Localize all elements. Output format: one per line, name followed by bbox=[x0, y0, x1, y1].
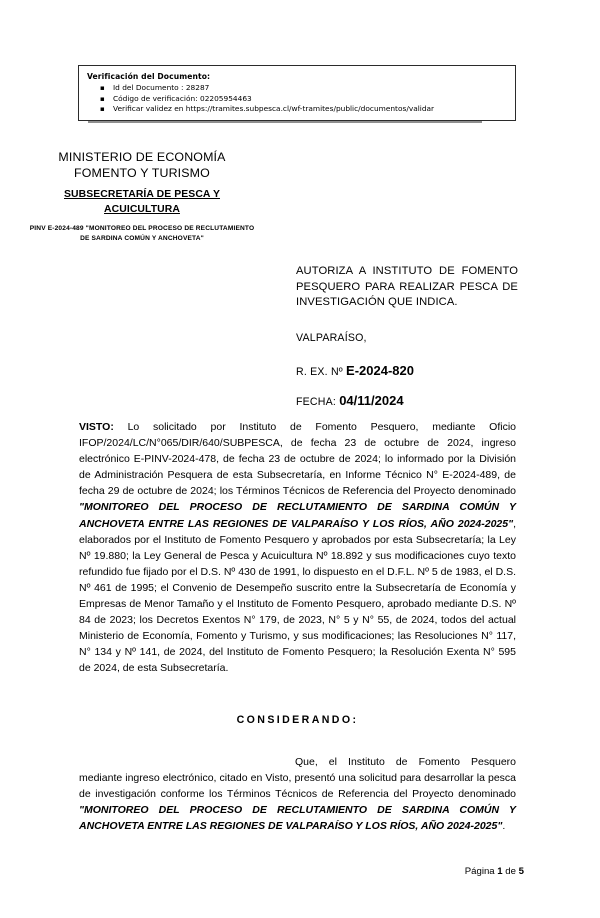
bullet-icon: ▪ bbox=[100, 84, 105, 92]
ministry-name-line1: MINISTERIO DE ECONOMÍA bbox=[58, 150, 226, 164]
page-current: 1 bbox=[497, 866, 503, 877]
date-value: 04/11/2024 bbox=[339, 392, 404, 408]
verification-box-shadow bbox=[88, 121, 482, 123]
project-code-note: PINV E-2024-489 "MONITOREO DEL PROCESO DE RECLUTAMIENTO DE SARDINA COMÚN Y ANCHOVETA" bbox=[29, 225, 255, 242]
visto-text-part2: , elaborados por el Instituto de Fomento Pesquero y aprobados por esta Subsecretaría; la Ley Nº 19.880; la Ley General de Pesca y Acuicultura Nº 18.892 y sus modificaciones cuyo texto refundido fue fijado por el D.S. Nº 430 de 1991, lo dispuesto en el D.F.L. Nº 5 de 1983, el D.S. Nº 461 de 1995; el Convenio de Desempeño suscrito entre la Subsecretaría de Economía y Empresas de Menor Tamaño y el Instituto de Fomento Pesquero, aprobado mediante D.S. Nº 84 de 2023; los Decretos Exentos N° 179, de 2023, N° 5 y N° 55, de 2024, todos del actual Ministerio de Economía, Fomento y Turismo, y sus modificaciones; las Resoluciones N° 117, N° 134 y Nº 141, de 2024, del Instituto de Fomento Pesquero; la Resolución Exenta N° 595 de 2024, de esta Subsecretaría. bbox=[79, 517, 516, 675]
considerando-heading: CONSIDERANDO: bbox=[236, 714, 359, 726]
project-title-2: "MONITOREO DEL PROCESO DE RECLUTAMIENTO DE SARDINA COMÚN Y ANCHOVETA ENTRE LAS REGIONES DE VALPARAÍSO Y LOS RÍOS, AÑO 2024-2025" bbox=[79, 804, 516, 833]
considerando-text-part2: . bbox=[502, 820, 506, 833]
visto-label: VISTO: bbox=[79, 421, 114, 433]
ministry-name bbox=[26, 150, 258, 181]
considerando-text-part1: Que, el Instituto de Fomento Pesquero mediante ingreso electrónico, citado en Visto, presentó una solicitud para desarrollar la pesca de investigación conforme los Términos Técnicos de Referencia del Proyecto denominado bbox=[79, 756, 516, 801]
verification-item-code bbox=[87, 94, 509, 105]
date-line bbox=[296, 394, 518, 409]
subsecretaria-name bbox=[26, 188, 258, 217]
subsecretaria-name-line2: ACUICULTURA bbox=[104, 203, 180, 215]
verification-item-label: Id del Documento : 28287 bbox=[113, 83, 210, 92]
resolution-number: E-2024-820 bbox=[346, 362, 414, 378]
verification-item-label[interactable]: Verificar validez en https://tramites.subpesca.cl/wf-tramites/public/documentos/validar bbox=[113, 104, 435, 113]
subsecretaria-name-line1: SUBSECRETARÍA DE PESCA Y bbox=[64, 189, 220, 200]
verification-item-label: Código de verificación: 02205954463 bbox=[113, 93, 252, 103]
page-footer bbox=[0, 866, 524, 877]
verification-item-url[interactable] bbox=[87, 104, 509, 115]
document-subject: AUTORIZA A INSTITUTO DE FOMENTO PESQUERO PARA REALIZAR PESCA DE INVESTIGACIÓN QUE INDICA. bbox=[296, 265, 518, 308]
page-middle: de bbox=[502, 866, 519, 877]
bullet-icon: ▪ bbox=[100, 105, 105, 113]
visto-text-part1: Lo solicitado por Instituto de Fomento Pesquero, mediante Oficio IFOP/2024/LC/N°065/DIR/640/SUBPESCA, de fecha 23 de octubre de 2024, ingreso electrónico E-PINV-2024-478, de fecha 23 de octubre de 2024; lo informado por la División de Administración Pesquera de esta Subsecretaría, en Informe Técnico N° E-2024-489, de fecha 29 de octubre de 2024; los Términos Técnicos de Referencia del Proyecto denominado bbox=[79, 421, 516, 498]
resolution-line bbox=[296, 364, 518, 379]
considerando-paragraph bbox=[79, 754, 516, 834]
page-prefix: Página bbox=[464, 866, 498, 877]
resolution-label: R. EX. Nº bbox=[296, 365, 347, 378]
verification-item-document-id bbox=[87, 83, 509, 94]
header-right-block bbox=[296, 264, 518, 409]
letterhead bbox=[26, 150, 258, 243]
bullet-icon: ▪ bbox=[100, 94, 105, 103]
visto-paragraph bbox=[79, 419, 516, 677]
verification-box-inner bbox=[78, 66, 516, 121]
date-label: FECHA: bbox=[296, 395, 340, 408]
project-title-1: "MONITOREO DEL PROCESO DE RECLUTAMIENTO DE SARDINA COMÚN Y ANCHOVETA ENTRE LAS REGIONES DE VALPARAÍSO Y LOS RÍOS, AÑO 2024-2025" bbox=[79, 501, 516, 530]
page-total: 5 bbox=[518, 866, 524, 877]
verification-box bbox=[78, 66, 516, 121]
ministry-name-line2: FOMENTO Y TURISMO bbox=[74, 165, 210, 180]
verification-list bbox=[87, 83, 509, 115]
city-line: VALPARAÍSO, bbox=[296, 331, 367, 344]
verification-title: Verificación del Documento: bbox=[87, 72, 211, 81]
